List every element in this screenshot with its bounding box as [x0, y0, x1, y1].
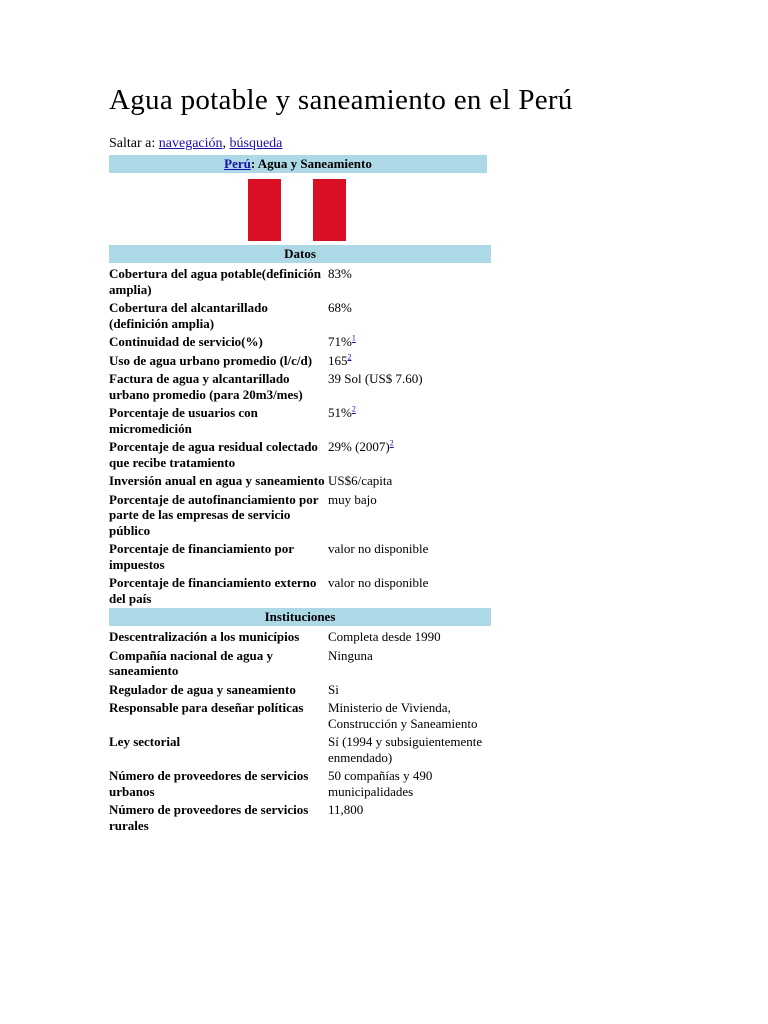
row-value-text: 51%: [328, 405, 352, 420]
section-heading: Datos: [109, 245, 491, 263]
row-label: Porcentaje de agua residual colectado que recibe tratamiento: [109, 439, 318, 470]
row-label: Responsable para deseñar políticas: [109, 700, 304, 715]
row-value: [328, 266, 488, 297]
infobox-row: [109, 541, 489, 572]
row-label: Uso de agua urbano promedio (l/c/d): [109, 352, 313, 368]
jump-separator: ,: [222, 136, 230, 151]
row-label: Ley sectorial: [109, 734, 181, 749]
jump-prefix: Saltar a:: [109, 136, 159, 151]
row-value: [328, 353, 488, 369]
row-label: Continuidad de servicio(%): [109, 334, 263, 349]
row-value-text: 29% (2007): [328, 439, 390, 454]
reference-sup: [390, 439, 394, 448]
section-heading: Instituciones: [109, 608, 491, 626]
caption-text: : Agua y Saneamiento: [250, 156, 372, 171]
infobox-row: [109, 629, 489, 645]
infobox-caption: [109, 155, 487, 173]
infobox-row: [109, 682, 489, 698]
infobox-row: [109, 473, 489, 489]
infobox-row: [109, 371, 489, 402]
row-label: Factura de agua y alcantarillado urbano promedio (para 20m3/mes): [109, 371, 303, 402]
row-value-text: 71%: [328, 334, 352, 349]
infobox-row: [109, 768, 489, 799]
search-link[interactable]: búsqueda: [229, 136, 283, 151]
row-label: Porcentaje de financiamiento por impuestos: [109, 541, 294, 572]
reference-sup: [348, 352, 352, 361]
row-label: Inversión anual en agua y saneamiento: [109, 473, 325, 488]
reference-sup: [352, 334, 356, 343]
row-label: Porcentaje de autofinanciamiento por parte de las empresas de servicio público: [109, 491, 319, 538]
reference-sup: [352, 405, 356, 414]
row-value: [328, 575, 488, 606]
infobox-row: [109, 802, 489, 833]
infobox-row: [109, 648, 489, 679]
infobox-row: [109, 575, 489, 606]
infobox-row: [109, 492, 489, 539]
reference-link[interactable]: 2: [347, 352, 352, 362]
row-label: Compañía nacional de agua y saneamiento: [109, 647, 273, 678]
row-value: [328, 768, 488, 799]
infobox-row: [109, 405, 489, 436]
country-link[interactable]: Perú: [224, 156, 251, 171]
row-label: Porcentaje de usuarios con micromedición: [109, 405, 258, 436]
row-label: Cobertura del alcantarillado (definición amplia): [109, 300, 268, 331]
row-label: Regulador de agua y saneamiento: [109, 681, 296, 697]
reference-link[interactable]: 2: [389, 438, 394, 448]
row-value-text: muy bajo: [328, 491, 377, 507]
infobox-row: [109, 700, 489, 731]
navigation-link[interactable]: navegación: [158, 136, 223, 151]
row-value-text: 11,800: [328, 802, 364, 817]
infobox: [109, 155, 489, 833]
row-value: [328, 734, 488, 765]
infobox-sections: [109, 245, 489, 833]
row-label: Porcentaje de financiamiento externo del país: [109, 575, 317, 606]
peru-flag: [109, 179, 487, 243]
row-value-text: valor no disponible: [328, 541, 429, 556]
row-value-text: Sí (1994 y subsiguientemente enmendado): [328, 734, 483, 765]
row-value-text: 50 compañías y 490 municipalidades: [328, 768, 433, 799]
row-value-text: Ninguna: [328, 647, 373, 663]
row-value-text: US$6/capita: [328, 473, 393, 488]
infobox-row: [109, 353, 489, 369]
page-title: Agua potable y saneamiento en el Perú: [109, 84, 573, 116]
row-value: [328, 492, 488, 539]
row-value: [328, 682, 488, 698]
row-value: [328, 700, 488, 731]
row-value: [328, 439, 488, 470]
jump-links: [109, 136, 282, 152]
row-value-text: 39 Sol (US$ 7.60): [328, 371, 423, 386]
row-value-text: 68%: [328, 300, 352, 315]
row-value-text: 165: [328, 352, 348, 368]
row-value: [328, 629, 488, 645]
flag-red-stripe-left: [248, 179, 281, 241]
row-value: [328, 300, 488, 331]
row-label: Número de proveedores de servicios urbanos: [109, 768, 309, 799]
row-label: Número de proveedores de servicios rurales: [109, 802, 309, 833]
reference-link[interactable]: 1: [351, 333, 356, 343]
row-label: Descentralización a los municípios: [109, 629, 300, 644]
row-value: [328, 371, 488, 402]
row-label: Cobertura del agua potable(definición amplia): [109, 266, 321, 297]
row-value-text: 83%: [328, 266, 352, 281]
row-value: [328, 473, 488, 489]
reference-link[interactable]: 2: [351, 404, 356, 414]
infobox-row: [109, 334, 489, 350]
infobox-row: [109, 300, 489, 331]
row-value: [328, 405, 488, 436]
infobox-row: [109, 734, 489, 765]
row-value-text: Completa desde 1990: [328, 629, 441, 644]
flag-red-stripe-right: [313, 179, 346, 241]
row-value-text: Ministerio de Vivienda, Construcción y Saneamiento: [328, 700, 478, 731]
row-value: [328, 648, 488, 679]
row-value: [328, 334, 488, 350]
row-value-text: valor no disponible: [328, 575, 429, 590]
infobox-row: [109, 266, 489, 297]
row-value-text: Si: [328, 681, 339, 697]
row-value: [328, 802, 488, 833]
row-value: [328, 541, 488, 572]
infobox-row: [109, 439, 489, 470]
